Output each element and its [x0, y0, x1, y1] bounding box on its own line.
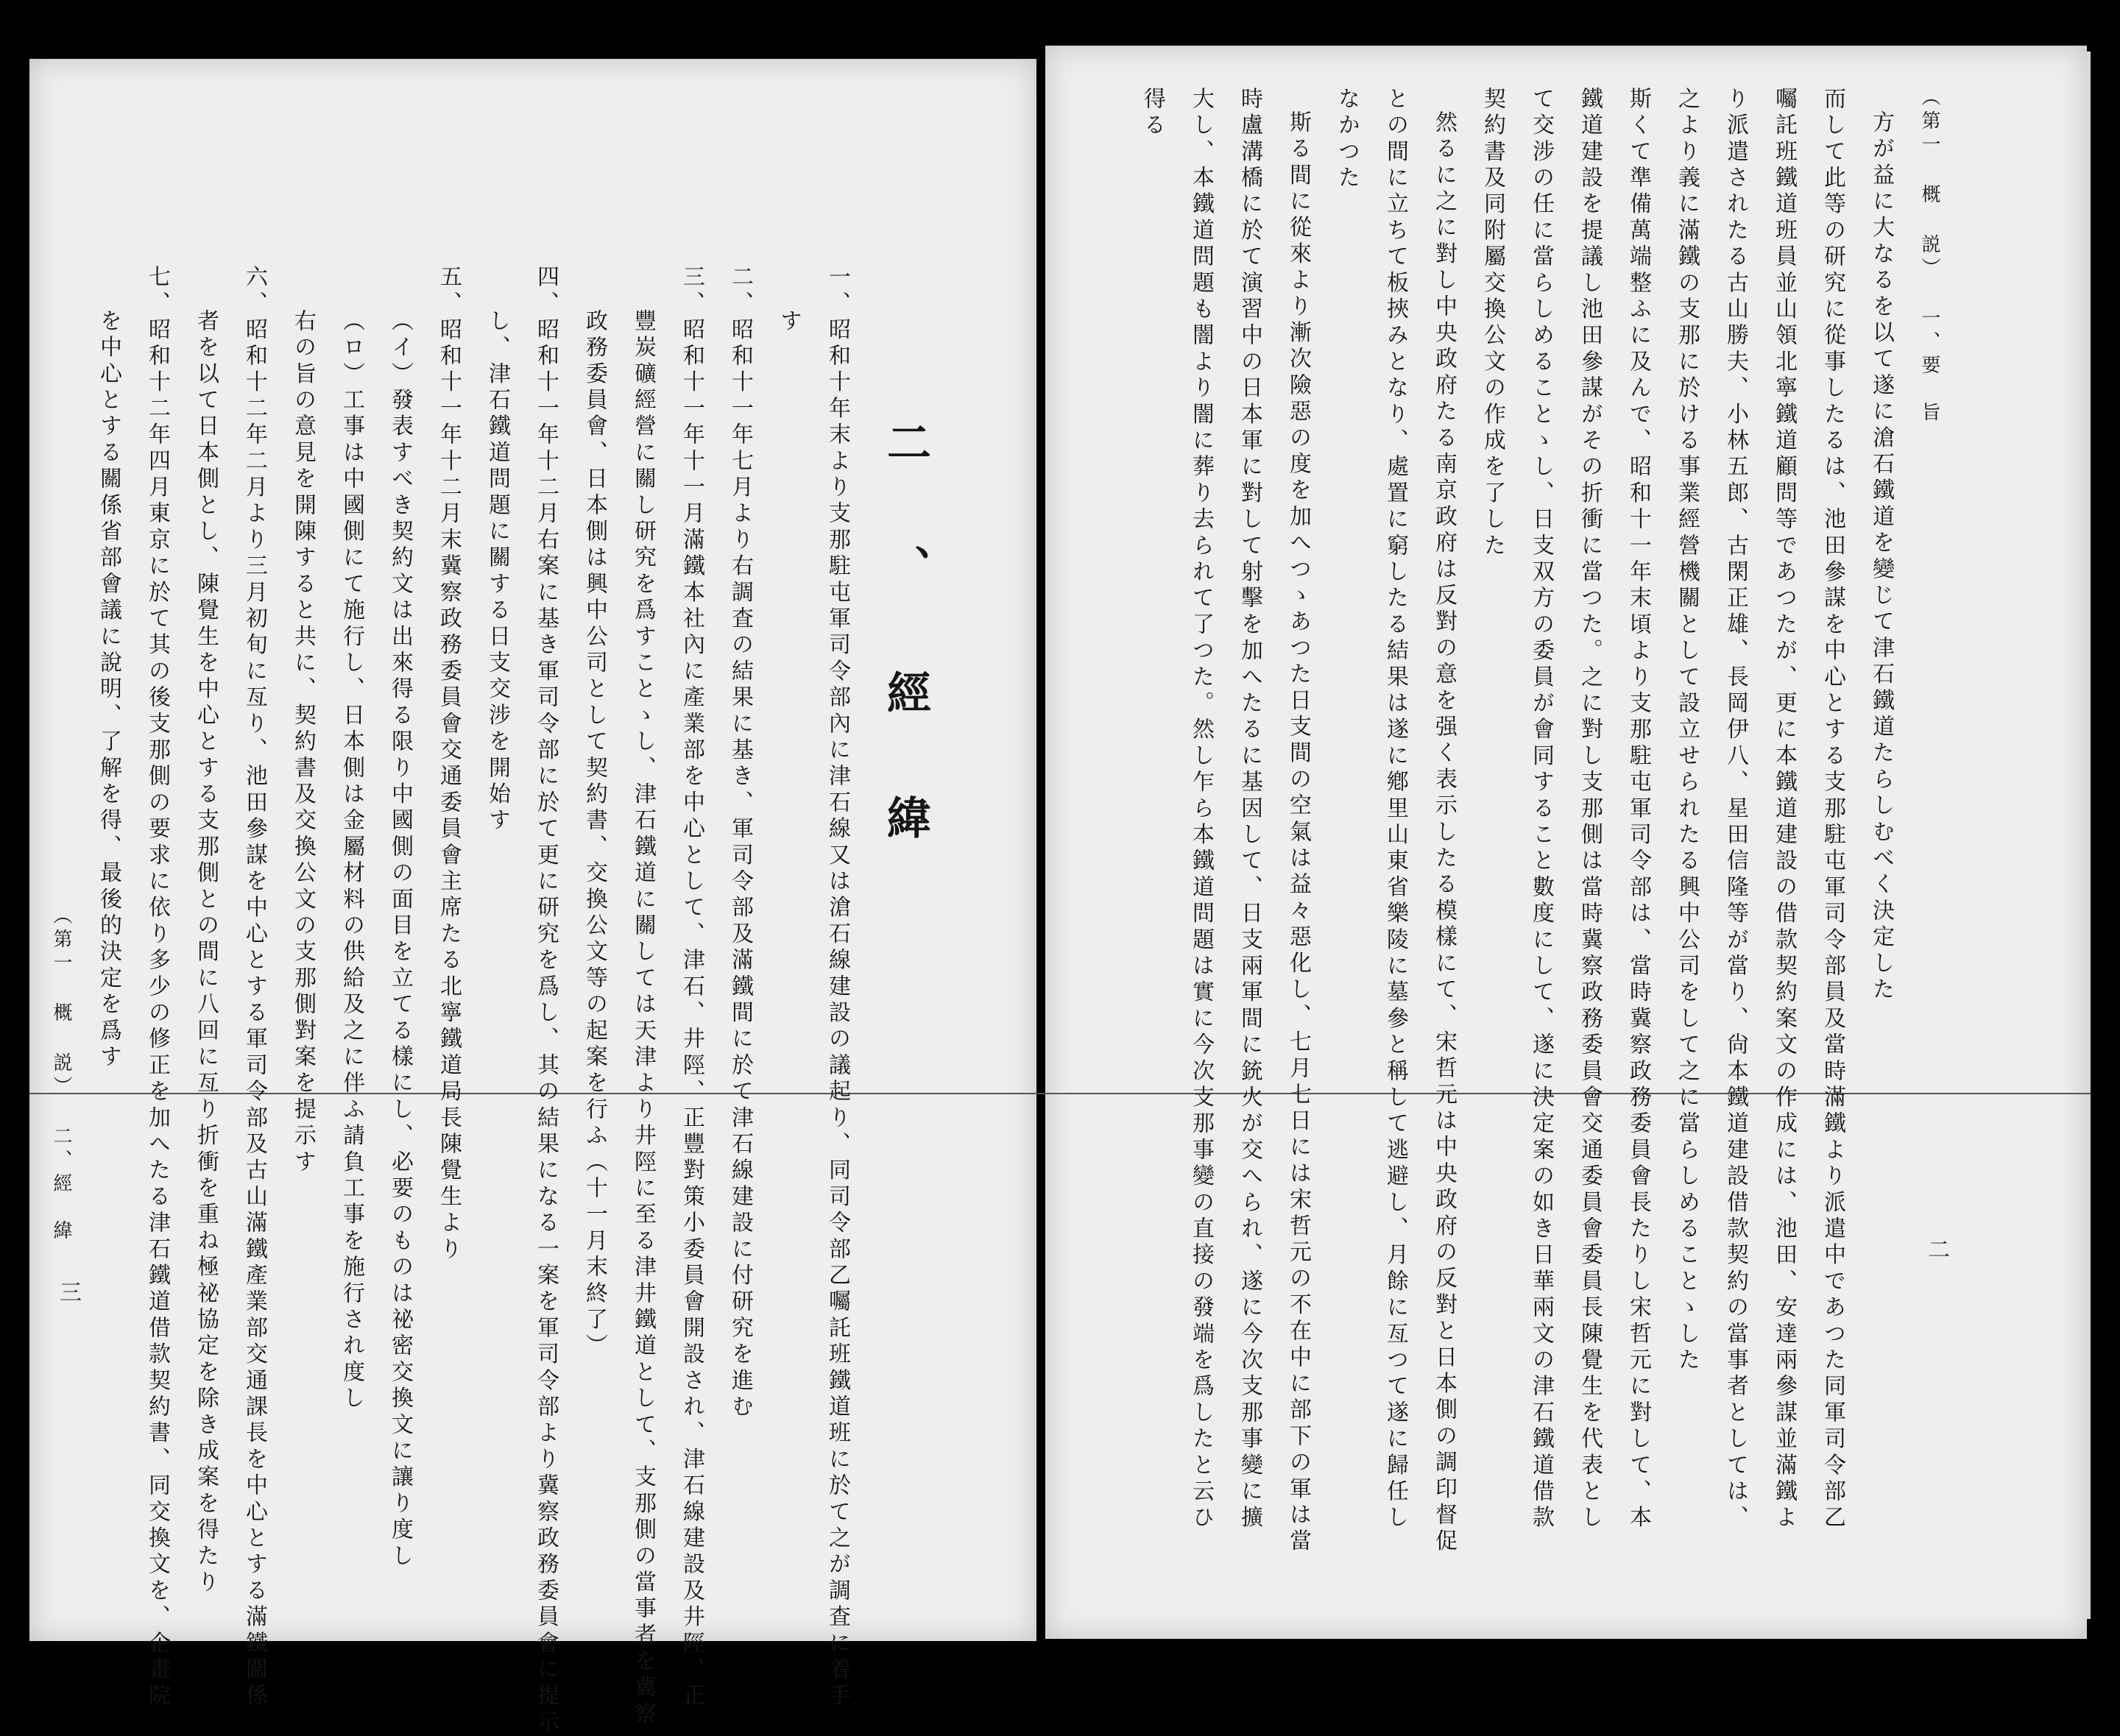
left-page-footer: （第一 概 説） 二、經 緯	[50, 905, 72, 1244]
list-item: 四、昭和十一年十二月右案に基き軍司令部に於て更に研究を爲し、其の結果になる一案を軍司令部より冀察政務委員會に提示	[533, 265, 559, 1736]
book-gutter	[1036, 44, 1045, 1656]
list-item: 者を以て日本側とし、陳覺生を中心とする支那側との間に八回に亙り折衝を重ね極祕協定を除き成案を得たり	[193, 309, 219, 1597]
list-item: （ロ）工事は中國側にて施行し、日本側は金屬材料の供給及之に伴ふ請負工事を施行され度し	[339, 309, 364, 1413]
text-column: 之より義に滿鐵の支那に於ける事業經營機關として設立せられたる興中公司をして之に當らしめることゝした	[1674, 87, 1700, 1375]
section-title: 二、經緯	[880, 419, 931, 920]
list-item: 六、昭和十二年二月より三月初旬に亙り、池田參謀を中心とする軍司令部及古山滿鐵產業部交通課長を中心とする滿鐵關係	[241, 265, 267, 1710]
text-column: 得る	[1140, 87, 1165, 140]
text-column: 斯る間に從來より漸次險惡の度を加へつゝあつた日支間の空氣は益々惡化し、七月七日には宋哲元の不在中に部下の軍は當	[1285, 110, 1311, 1556]
list-item: を中心とする關係省部會議に說明、了解を得、最後的決定を爲す	[96, 309, 121, 1071]
text-column: 然るに之に對し中央政府たる南京政府は反對の意を强く表示したる模樣にて、宋哲元は中央政府の反對と日本側の調印督促	[1431, 110, 1457, 1556]
text-column: 而して此等の研究に從事したるは、池田參謀を中心とする支那駐屯軍司令部員及當時滿鐵より派遣中であつた同軍司令部乙	[1820, 87, 1845, 1532]
text-column: 囑託班鐵道班員並山領北寧鐵道顧問等であつたが、更に本鐵道建設の借款契約案文の作成には、池田、安達兩參謀並滿鐵よ	[1771, 87, 1797, 1532]
right-page-header: （第一 概 説） 一、要 旨	[1918, 87, 1940, 425]
list-item: す	[776, 309, 802, 336]
left-page-number: 三	[55, 1280, 81, 1303]
list-item: 豐炭礦經營に關し研究を爲すことゝし、津石鐵道に關しては天津より井陘に至る津井鐵道として、支那側の當事者を冀察	[630, 309, 656, 1728]
text-column: なかつた	[1334, 87, 1360, 192]
list-item: 七、昭和十二年四月東京に於て其の後支那側の要求に依り多少の修正を加へたる津石鐵道借款契約書、同交換文を、企畫院	[144, 265, 170, 1710]
list-item: 二、昭和十一年七月より右調査の結果に基き、軍司令部及滿鐵間に於て津石線建設に付研究を進む	[727, 265, 753, 1421]
text-column: 時盧溝橋に於て演習中の日本軍に對して射擊を加へたるに基因して、日支兩軍間に銃火が交へられ、遂に今次支那事變に擴	[1237, 87, 1262, 1532]
list-item: （イ）發表すべき契約文は出來得る限り中國側の面目を立てる樣にし、必要のものは祕密交換文に讓り度し	[387, 309, 413, 1570]
list-item: 政務委員會、日本側は興中公司として契約書、交換公文等の起案を行ふ（十一月末終了）	[582, 309, 607, 1360]
text-column: て交涉の任に當らしめることゝし、日支双方の委員が會同すること數度にして、遂に決定案の如き日華兩文の津石鐵道借款	[1528, 87, 1554, 1532]
text-column: 斯くて準備萬端整ふに及んで、昭和十一年末頃より支那駐屯軍司令部は、當時冀察政務委員會長たりし宋哲元に對して、本	[1625, 87, 1651, 1532]
list-item: 三、昭和十一年十一月滿鐵本社內に產業部を中心として、津石、井陘、正豐對策小委員會開設され、津石線建設及井陘、正	[679, 265, 704, 1710]
text-column: 鐵道建設を提議し池田參謀がその折衝に當つた。之に對し支那側は當時冀察政務委員會交通委員會委員長陳覺生を代表とし	[1577, 87, 1603, 1532]
text-column: 大し、本鐵道問題も闇より闇に葬り去られて了つた。然し乍ら本鐵道問題は實に今次支那事變の直接の發端を爲したと云ひ	[1188, 87, 1214, 1532]
text-column: り派遣されたる古山勝夫、小林五郎、古閑正雄、長岡伊八、星田信隆等が當り、尙本鐵道建設借款契約の當事者としては、	[1723, 87, 1748, 1532]
text-column: との間に立ちて板挾みとなり、處置に窮したる結果は遂に鄕里山東省樂陵に墓參と稱して逃避し、月餘に亙つて遂に歸任し	[1382, 87, 1408, 1532]
right-page-number: 二	[1923, 1238, 1949, 1260]
list-item: 五、昭和十一年十二月末冀察政務委員會交通委員會主席たる北寧鐵道局長陳覺生より	[436, 265, 462, 1264]
list-item: し、津石鐵道問題に關する日支交涉を開始す	[484, 309, 510, 835]
list-item: 一、昭和十年末より支那駐屯軍司令部內に津石線又は滄石線建設の議起り、同司令部乙囑託班鐵道班に於て之が調査に着手	[824, 265, 850, 1710]
text-column: 方が益に大なるを以て遂に滄石鐵道を變じて津石鐵道たらしむべく決定した	[1868, 110, 1894, 1004]
text-column: 契約書及同附屬交換公文の作成を了した	[1480, 87, 1505, 560]
list-item: 右の旨の意見を開陳すると共に、契約書及交換公文の支那側對案を提示す	[290, 309, 316, 1177]
